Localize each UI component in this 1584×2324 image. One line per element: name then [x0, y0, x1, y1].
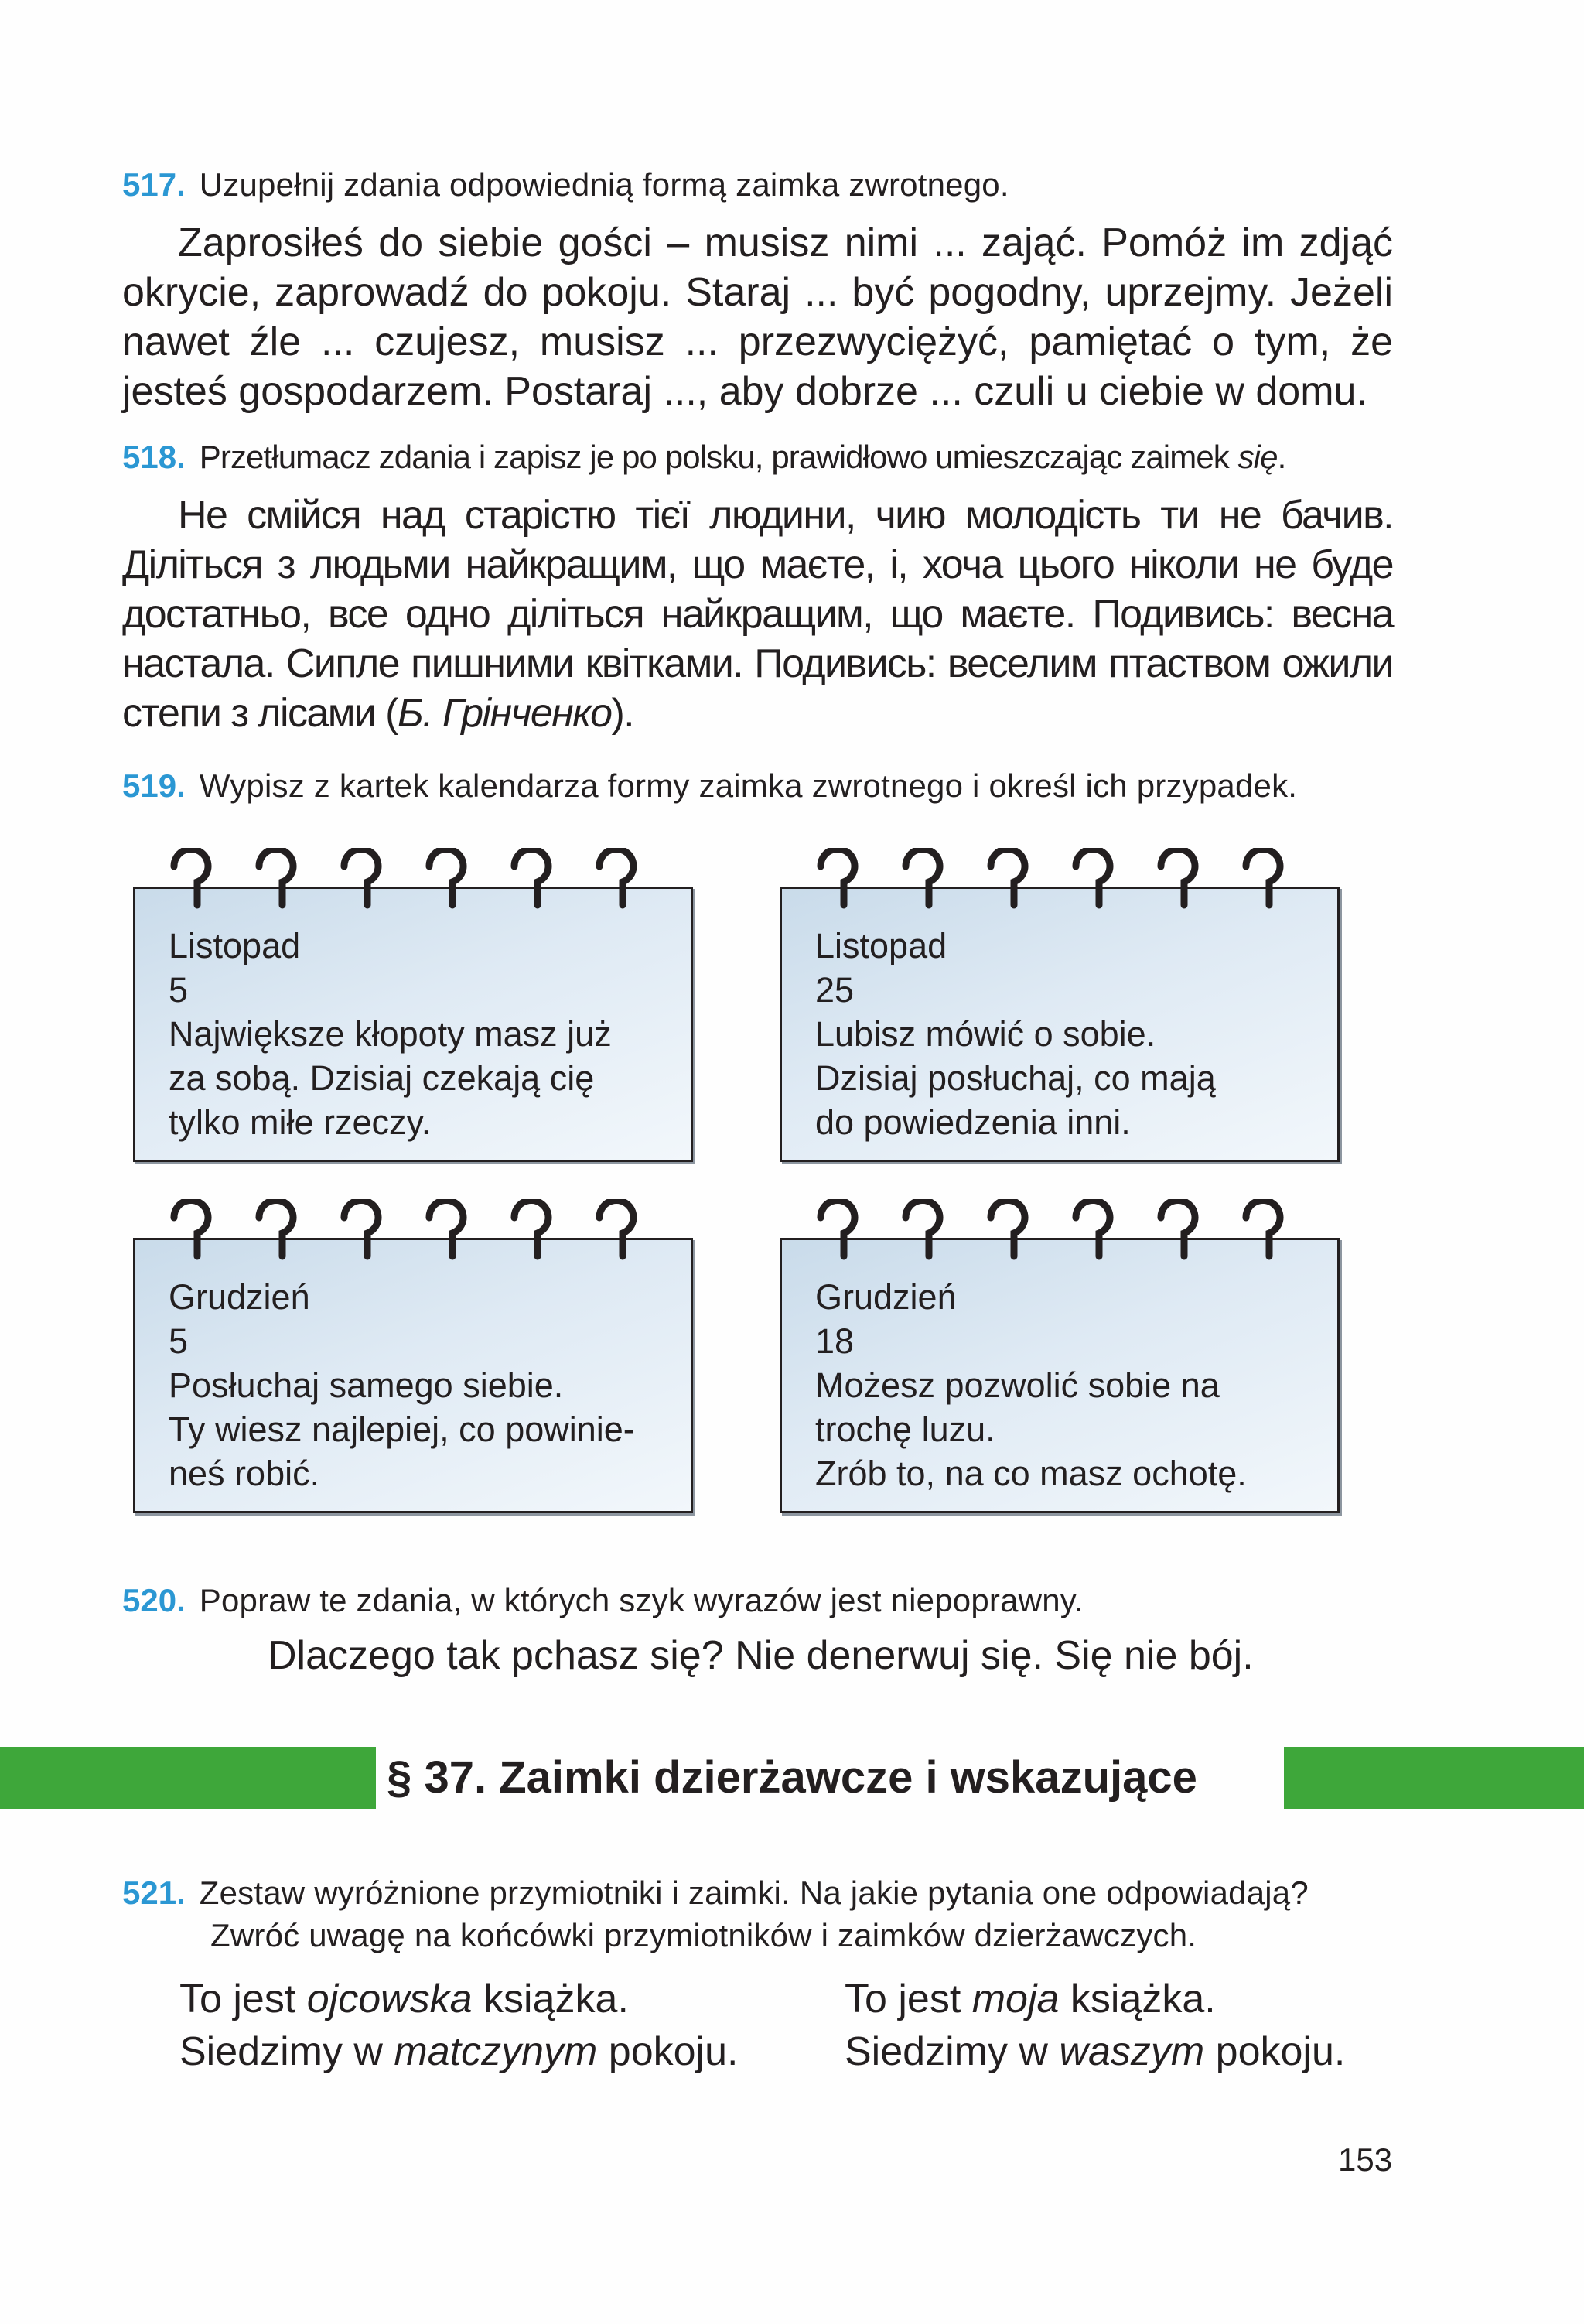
exercise-paragraph: Zaprosiłeś do siebie gości – musisz nimi ... zająć. Pomóż im zdjąć okrycie, zaprowadź do pokoju. Staraj ... być pogodny, uprzejmy. Jeżeli nawet źle ... czujesz, musisz ... przezwyciężyć, pamiętać o tym, że jesteś gospodarzem. Postaraj ..., aby dobrze ... czuli u ciebie w domu. — [122, 220, 1393, 414]
calendar-day: 25 — [815, 970, 855, 1010]
spiral-binding-icon — [804, 848, 1314, 918]
example-sentence — [845, 1974, 1216, 2024]
calendar-text — [815, 924, 1216, 1144]
calendar-line: neś robić. — [169, 1454, 320, 1493]
calendar-card — [777, 1199, 1341, 1516]
calendar-text — [169, 924, 612, 1144]
exercise-instruction: Zwróć uwagę na końcówki przymiotników i zaimków dzierżawczych. — [210, 1917, 1197, 1953]
sentence-part: To jest — [845, 1977, 972, 2022]
calendar-line: Posłuchaj samego siebie. — [169, 1365, 564, 1405]
calendar-line: tylko miłe rzeczy. — [169, 1102, 432, 1142]
exercise-520-sentences: Dlaczego tak pchasz się? Nie denerwuj się. Się nie bój. — [268, 1633, 1254, 1678]
highlighted-word: matczynym — [394, 2029, 598, 2074]
author-name: Б. Грінченко — [397, 691, 612, 736]
calendar-month: Listopad — [169, 926, 301, 965]
calendar-line: Lubisz mówić o sobie. — [815, 1014, 1156, 1054]
exercise-number: 519. — [122, 767, 186, 804]
highlighted-word: ojcowska — [306, 1977, 473, 2022]
sentence-part: książka. — [1059, 1977, 1216, 2022]
exercise-number: 517. — [122, 166, 186, 203]
exercise-instruction: Wypisz z kartek kalendarza formy zaimka zwrotnego i określ ich przypadek. — [199, 767, 1298, 804]
spiral-binding-icon — [157, 848, 667, 918]
exercise-instruction: Zestaw wyróżnione przymiotniki i zaimki. Na jakie pytania one odpowiadają? — [199, 1875, 1309, 1911]
spiral-binding-icon — [804, 1199, 1314, 1269]
instruction-end: . — [1277, 439, 1287, 475]
calendar-line: Zrób to, na co masz ochotę. — [815, 1454, 1247, 1493]
text-end: ). — [611, 691, 634, 736]
calendar-day: 18 — [815, 1321, 855, 1361]
calendar-month: Listopad — [815, 926, 947, 965]
calendar-line: Możesz pozwolić sobie na — [815, 1365, 1220, 1405]
exercise-number: 521. — [122, 1875, 186, 1911]
exercise-518-text — [122, 490, 1393, 738]
calendar-card — [130, 1199, 695, 1516]
calendar-line: za sobą. Dzisiaj czekają cię — [169, 1058, 595, 1098]
sentence-part: To jest — [179, 1977, 307, 2022]
exercise-521-heading — [122, 1874, 1309, 1912]
calendar-text — [815, 1275, 1247, 1495]
exercise-paragraph — [122, 490, 1393, 738]
calendar-month: Grudzień — [169, 1277, 310, 1317]
emphasized-word: się — [1238, 439, 1278, 475]
exercise-520-heading — [122, 1581, 1084, 1620]
spiral-binding-icon — [157, 1199, 667, 1269]
calendar-line: do powiedzenia inni. — [815, 1102, 1131, 1142]
section-title: § 37. Zaimki dzierżawcze i wskazujące — [387, 1752, 1197, 1803]
calendar-line: Największe kłopoty masz już — [169, 1014, 612, 1054]
calendar-line: trochę luzu. — [815, 1410, 995, 1449]
exercise-instruction: Przetłumacz zdania i zapisz je po polsku, prawidłowo umieszczając zaimek — [199, 439, 1229, 475]
sentence-part: pokoju. — [597, 2029, 739, 2074]
example-sentence — [179, 1974, 629, 2024]
sentence-part: Siedzimy w — [179, 2029, 394, 2074]
exercise-518-heading — [122, 438, 1286, 477]
highlighted-word: waszym — [1059, 2029, 1205, 2074]
calendar-line: Ty wiesz najlepiej, co powinie- — [169, 1410, 635, 1449]
sentence-part: książka. — [472, 1977, 629, 2022]
calendar-day: 5 — [169, 1321, 189, 1361]
ukrainian-text: Не смійся над старістю тієї людини, чию молодість ти не бачив. Діліться з людьми найкращим, що маєте, і, хоча цього ніколи не буде достатньо, все одно діліться найкращим, що маєте. Подивись: весна настала. Сипле пишними квітками. Подивись: веселим птаством ожили степи з лісами ( — [122, 493, 1393, 736]
calendar-text — [169, 1275, 635, 1495]
exercise-number: 518. — [122, 439, 186, 475]
exercise-instruction: Popraw te zdania, w których szyk wyrazów jest niepoprawny. — [199, 1582, 1084, 1618]
sentence-part: Siedzimy w — [845, 2029, 1060, 2074]
exercise-517-heading — [122, 166, 1009, 204]
exercise-instruction: Uzupełnij zdania odpowiednią formą zaimka zwrotnego. — [199, 166, 1009, 203]
exercise-519-heading — [122, 767, 1297, 805]
example-sentence — [845, 2027, 1345, 2076]
calendar-card — [130, 848, 695, 1165]
exercise-521-instruction-cont — [210, 1916, 1197, 1955]
calendar-card — [777, 848, 1341, 1165]
page-number: 153 — [1338, 2141, 1393, 2178]
highlighted-word: moja — [971, 1977, 1060, 2022]
calendar-day: 5 — [169, 970, 189, 1010]
exercise-number: 520. — [122, 1582, 186, 1618]
example-sentence — [179, 2027, 738, 2076]
sentence-part: pokoju. — [1204, 2029, 1346, 2074]
exercise-517-text — [122, 218, 1393, 416]
calendar-month: Grudzień — [815, 1277, 957, 1317]
calendar-line: Dzisiaj posłuchaj, co mają — [815, 1058, 1216, 1098]
